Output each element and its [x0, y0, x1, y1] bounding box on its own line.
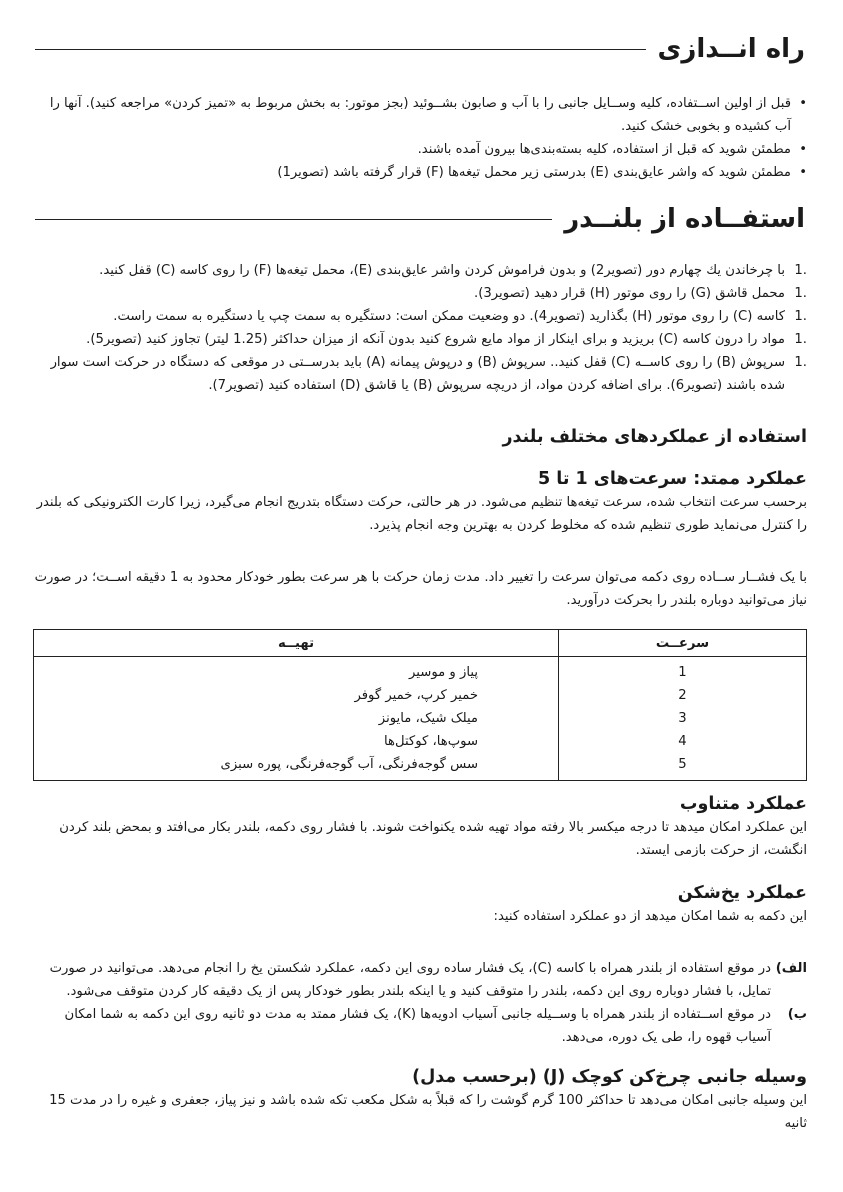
- functions-title: استفاده از عملکردهای مختلف بلندر: [502, 427, 807, 447]
- use-step-1: 1. با چرخاندن یك چهارم دور (تصویر2) و بدون فراموش کردن واشر عایق‌بندی (E)، محمل تیغه‌ها (F) را روی کاسه (C) قفل کنید.: [33, 259, 807, 282]
- setup-title: راه انــدازی: [657, 34, 805, 64]
- speed-values-cell: [559, 657, 807, 781]
- use-step-2: 1. محمل قاشق (G) را روی موتور (H) قرار دهید (تصویر3).: [33, 282, 807, 305]
- table-body-row: [34, 657, 807, 781]
- prep-values-cell: [34, 657, 559, 781]
- prep-value: میلک شیک، مایونز: [378, 711, 478, 726]
- pulse-paragraph: این عملکرد امکان میدهد تا درجه میکسر بالا رفته مواد تهیه شده یکنواخت شوند. با فشار روی دکمه، بلندر بکار می‌افتد و بمحض بلند کردن انگشت، از حرکت بازمی ایستد.: [59, 820, 807, 858]
- setup-header: [35, 34, 805, 64]
- pulse-section: [33, 793, 807, 862]
- continuous-paragraph-block: [33, 566, 807, 612]
- use-title-rule: [35, 219, 552, 220]
- functions-section: [33, 426, 807, 449]
- speed-value: 1: [678, 665, 687, 680]
- continuous-paragraph-1: برحسب سرعت انتخاب شده، سرعت تیغه‌ها تنظیم می‌شود. در هر حالتی، حرکت دستگاه بتدریج انجام می‌گیرد، زیرا کارت الکترونیکی که بلندر را کنترل می‌نماید طوری تنظیم شده که مخلوط کردن به بهترین وجه انجام پذیرد.: [36, 495, 807, 533]
- ice-title: عملکرد یخ‌شکن: [677, 883, 807, 903]
- speed-value: 2: [678, 688, 687, 703]
- ice-option-b: [33, 1003, 807, 1049]
- speed-value: 4: [678, 734, 687, 749]
- setup-title-rule: [35, 49, 646, 50]
- speed-table: [33, 629, 807, 781]
- speed-value: 3: [678, 711, 687, 726]
- prep-value: سس گوجه‌فرنگی، آب گوجه‌فرنگی، پوره سبزی: [220, 757, 478, 772]
- mincer-paragraph: این وسیله جانبی امکان می‌دهد تا حداکثر 100 گرم گوشت را که قبلاً به شکل مکعب تکه شده باشد و نیز پیاز، جعفری و غیره را در مدت 15 ثانیه: [49, 1093, 807, 1131]
- setup-bullet-2: • مطمئن شوید که قبل از استفاده، کلیه بسته‌بندی‌ها بیرون آمده باشند.: [33, 138, 807, 161]
- prep-value: خمیر کرپ، خمیر گوفر: [354, 688, 478, 703]
- ice-options: [33, 957, 807, 1049]
- speed-value: 5: [678, 757, 687, 772]
- prep-value: پیاز و موسیر: [409, 665, 478, 680]
- continuous-section: [33, 468, 807, 537]
- ice-option-a-text: در موقع استفاده از بلندر همراه با کاسه (C)، یک فشار ساده روی این دکمه، عملکرد شکستن یخ را انجام می‌دهد. می‌توانید در صورت تمایل، با فشار دوباره روی این دکمه، بلندر را متوقف کنید و یا اینکه بلندر بطور خودکار پس از یک دقیقه کار کردن متوقف می‌شود.: [49, 961, 771, 999]
- use-step-5: 1. سرپوش (B) را روی کاســه (C) قفل کنید.. سرپوش (B) و درپوش پیمانه (A) باید بدرســتی در موقعی که دستگاه در حرکت است سوار شده باشند (تصویر6). برای اضافه کردن مواد، از دریچه سرپوش (B) یا قاشق (D) استفاده کنید (تصویر7).: [33, 351, 807, 397]
- prep-value: سوپ‌ها، کوکتل‌ها: [383, 734, 478, 749]
- mincer-title: وسیله جانبی چرخ‌کن کوچک (J) (برحسب مدل): [412, 1067, 807, 1087]
- ice-section: [33, 882, 807, 928]
- speed-table-wrap: [33, 629, 807, 781]
- prep-column-header: تهیــه: [34, 630, 559, 657]
- ice-intro: این دکمه به شما امکان میدهد از دو عملکرد استفاده کنید:: [493, 909, 807, 924]
- speed-column-header: سرعــت: [559, 630, 807, 657]
- setup-bullets: [33, 92, 807, 184]
- continuous-title: عملکرد ممتد: سرعت‌های 1 تا 5: [538, 469, 807, 489]
- use-title: استفــاده از بلنــدر: [564, 204, 805, 234]
- ice-option-b-label: ب): [787, 1007, 807, 1022]
- ice-option-a-label: الف): [775, 961, 807, 976]
- mincer-section: [33, 1066, 807, 1135]
- use-step-3: 1. کاسه (C) را روی موتور (H) بگذارید (تصویر4). دو وضعیت ممکن است: دستگیره به سمت چپ یا دستگیره به سمت راست.: [33, 305, 807, 328]
- use-header: [35, 204, 805, 234]
- setup-bullet-1: • قبل از اولین اســتفاده، کلیه وســایل جانبی را با آب و صابون بشــوئید (بجز موتور: به بخش مربوط به «تمیز کردن» مراجعه کنید). آنها را آب کشیده و بخوبی خشک کنید.: [33, 92, 807, 138]
- pulse-title: عملکرد متناوب: [679, 794, 807, 814]
- use-step-4: 1. مواد را درون کاسه (C) بریزید و برای اینکار از مواد مایع شروع کنید بدون آنکه از میزان حداکثر (1.25 لیتر) تجاوز کنید (تصویر5).: [33, 328, 807, 351]
- setup-bullet-3: • مطمئن شوید که واشر عایق‌بندی (E) بدرستی زیر محمل تیغه‌ها (F) قرار گرفته باشد (تصویر1): [33, 161, 807, 184]
- use-steps: [33, 259, 807, 397]
- continuous-paragraph-2: با یک فشــار ســاده روی دکمه می‌توان سرعت را تغییر داد. مدت زمان حرکت با هر سرعت بطور خودکار محدود به 1 دقیقه اســت؛ در صورت نیاز می‌توانید دوباره بلندر را بحرکت درآورید.: [34, 570, 807, 608]
- ice-option-a: [33, 957, 807, 1003]
- table-header-row: [34, 630, 807, 657]
- ice-option-b-text: در موقع اســتفاده از بلندر همراه با وســیله جانبی آسیاب ادویه‌ها (K)، یک فشار ممتد به مدت دو ثانیه روی این دکمه به شما امکان آسیاب قهوه را، طی یک دوره، می‌دهد.: [64, 1007, 771, 1045]
